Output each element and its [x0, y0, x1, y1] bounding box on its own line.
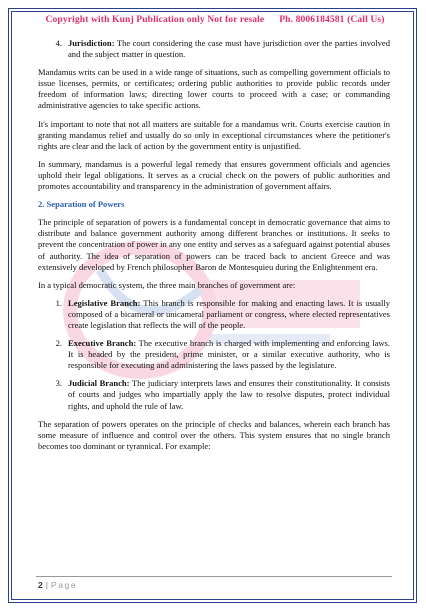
page-number: 2 — [38, 580, 43, 590]
list-number: 2. — [55, 338, 62, 349]
paragraph: In a typical democratic system, the three main branches of government are: — [38, 279, 296, 290]
paragraph: The separation of powers operates on the principle of checks and balances, wherein each branch has some measure of influence and control over the others. This system ensures that no single branch becomes too dominant or tyrannical. For example: — [38, 418, 390, 451]
list-item — [38, 298, 390, 331]
footer-separator: | — [45, 580, 48, 590]
list-term: Executive Branch: — [68, 338, 137, 349]
list-item — [38, 38, 390, 60]
list-text: The executive branch is charged with implementing and enforcing laws. It is headed by the president, prime minister, or a similar executive authority, who is responsible for executing and administering the laws passed by the legislature. — [68, 338, 390, 371]
paragraph: It's important to note that not all matters are suitable for a mandamus writ. Courts exercise caution in granting mandamus relief and usually do so only in exceptional circumstances where the petitioner's rights are clear and the lack of action by the government entity is unjustified. — [38, 118, 390, 151]
list-term: Legislative Branch: — [68, 297, 141, 308]
paragraph: Mandamus writs can be used in a wide range of situations, such as compelling government officials to issue licenses, permits, or certificates; ordering public authorities to provide public records under freedom of information laws; directing lower courts to proceed with a case; or commanding administrative agencies to take specific actions. — [38, 67, 390, 111]
page-label: Page — [50, 580, 78, 590]
page-footer — [38, 580, 77, 590]
list-number: 1. — [55, 297, 62, 308]
list-term: Judicial Branch: — [68, 378, 130, 389]
list-text: The court considering the case must have jurisdiction over the parties involved and the subject matter in question. — [68, 38, 390, 60]
copyright-header: Copyright with Kunj Publication only Not for resale Ph. 8006184581 (Call Us) — [45, 14, 385, 25]
list-item — [38, 378, 390, 411]
list-number: 3. — [55, 378, 62, 389]
paragraph: In summary, mandamus is a powerful legal remedy that ensures government officials and agencies uphold their legal obligations. It serves as a crucial check on the powers of public authorities and promotes accountability and transparency in the administration of government affairs. — [38, 158, 390, 192]
section-heading: 2. Separation of Powers — [38, 199, 125, 210]
list-number: 4. — [55, 38, 62, 48]
list-text: The judiciary interprets laws and ensures their constitutionality. It consists of courts and judges who impartially apply the law to resolve disputes, protect individual rights, and uphold the rule of law. — [68, 378, 390, 411]
list-item — [38, 338, 390, 371]
list-text: This branch is responsible for making and enacting laws. It is usually composed of a bicameral or unicameral parliament or congress, where elected representatives create legislation that reflects the will of the people. — [68, 297, 390, 330]
paragraph: The principle of separation of powers is a fundamental concept in democratic governance that aims to distribute and balance government authority among different branches or institutions. It seeks to prevent the concentration of power in any one entity and serves as a safeguard against potential abuses of authority. The idea of separation of powers can be traced back to ancient Greece and was extensively developed by French philosopher Baron de Montesquieu during the Enlightenment era. — [38, 217, 390, 272]
footer-divider — [36, 576, 392, 577]
list-term: Jurisdiction: — [68, 38, 115, 48]
page-content — [38, 38, 390, 459]
